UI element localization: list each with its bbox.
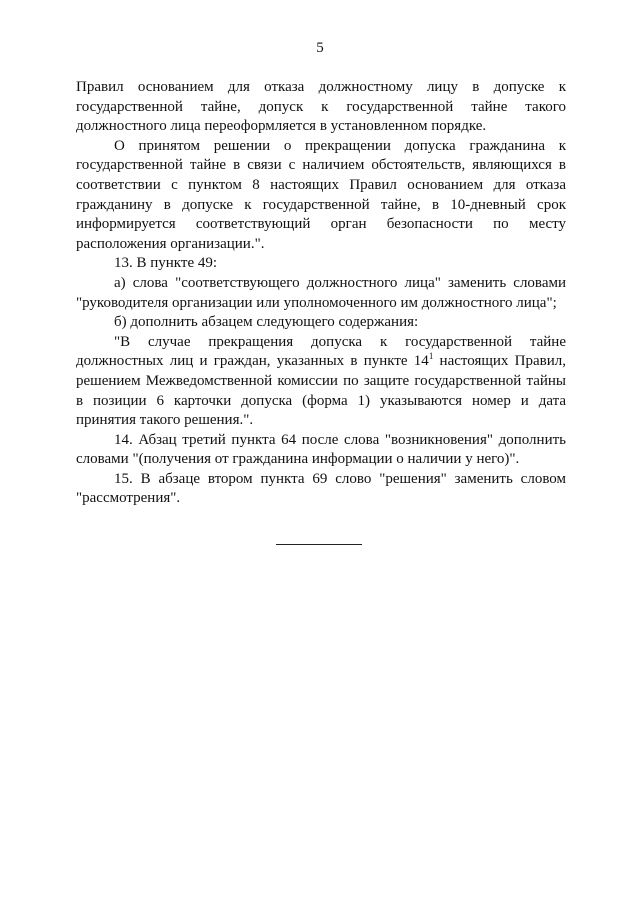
paragraph-item-13: 13. В пункте 49: bbox=[114, 255, 218, 272]
quoted-text-start: "В случае прекращения допуска к государственной тайне должностных лиц и граждан, указанных в пункте 14 bbox=[76, 333, 566, 370]
paragraph-item-13b: б) дополнить абзацем следующего содержания: bbox=[114, 314, 419, 331]
document-body bbox=[76, 78, 566, 509]
paragraph-decision-notice: О принятом решении о прекращении допуска гражданина к государственной тайне в связи с наличием обстоятельств, являющихся в соответствии с пунктом 8 настоящих Правил основанием для отказа гражданину в допуске к государственной тайне, в 10-дневный срок информируется соответствующий орган безопасности по месту расположения организации.". bbox=[76, 137, 566, 252]
superscript-index: 1 bbox=[428, 351, 434, 362]
paragraph-item-14: 14. Абзац третий пункта 64 после слова "возникновения" дополнить словами "(получения от гражданина информации о наличии у него)". bbox=[76, 431, 566, 468]
paragraph-item-13a: а) слова "соответствующего должностного лица" заменить словами "руководителя организации или уполномоченного им должностного лица"; bbox=[76, 274, 566, 311]
page-number: 5 bbox=[316, 40, 324, 56]
quoted-text-end: настоящих Правил, решением Межведомственной комиссии по защите государственной тайны в позиции 6 карточки допуска (форма 1) указываются номер и дата принятия такого решения.". bbox=[76, 353, 567, 429]
paragraph-quoted-addition bbox=[76, 333, 566, 431]
paragraph-continuation: Правил основанием для отказа должностному лицу в допуске к государственной тайне, допуск к государственной тайне такого должностного лица переоформляется в установленном порядке. bbox=[76, 79, 566, 135]
end-separator-line bbox=[276, 544, 362, 545]
paragraph-item-15: 15. В абзаце втором пункта 69 слово "решения" заменить словом "рассмотрения". bbox=[76, 470, 566, 507]
